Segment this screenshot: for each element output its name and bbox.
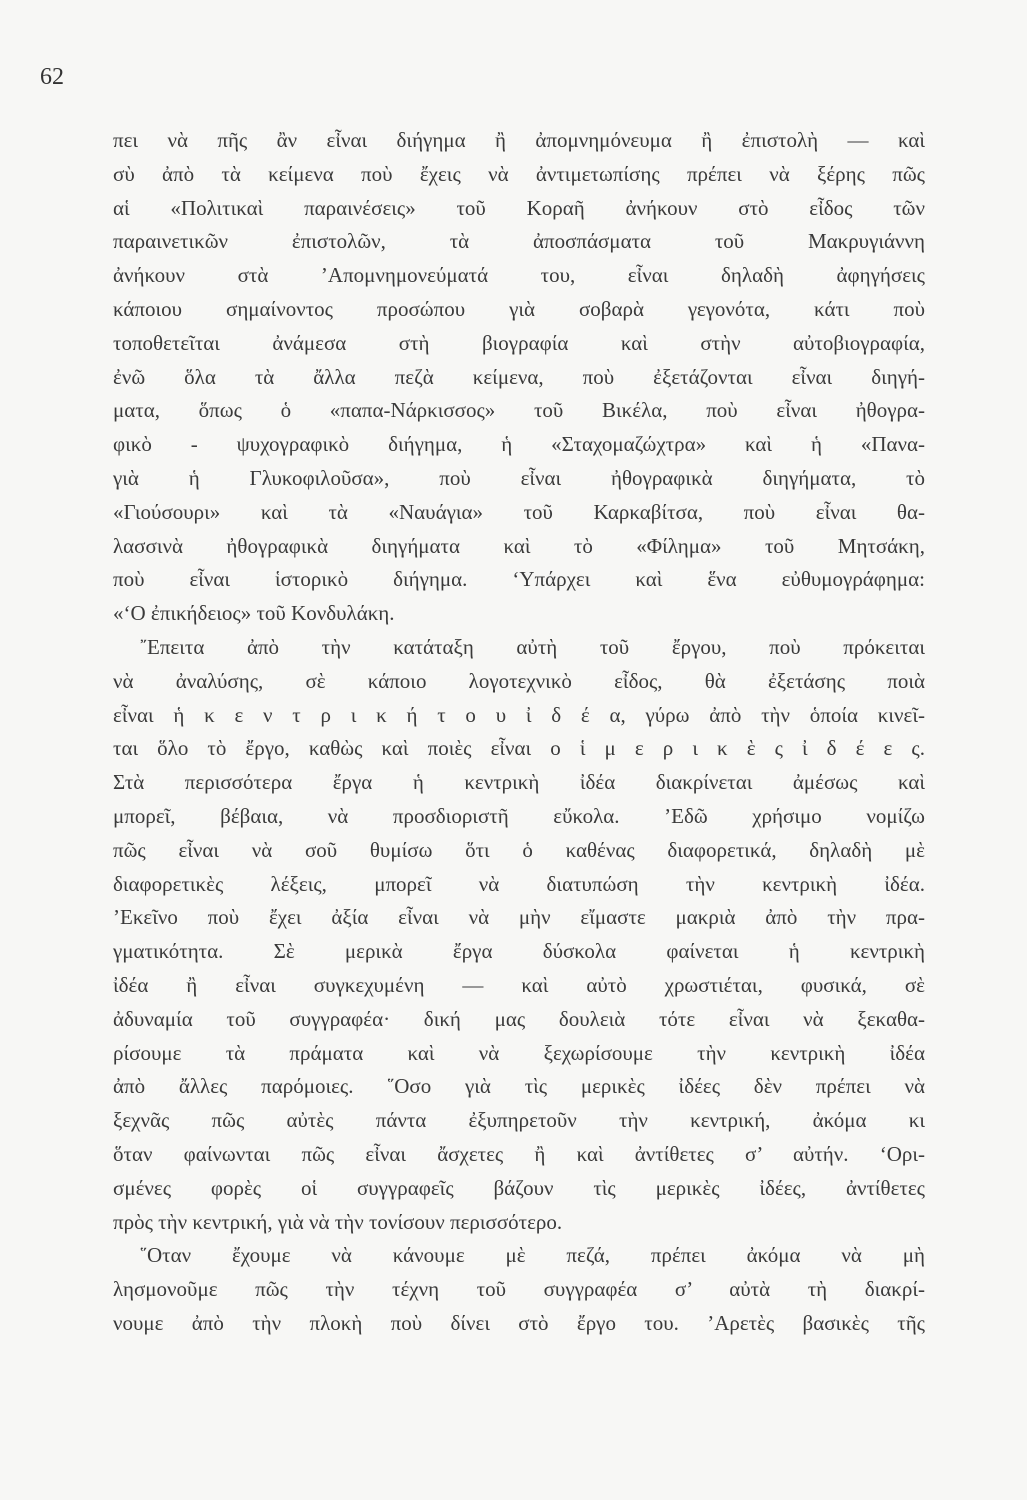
text-line: σὺ ἀπὸ τὰ κείμενα ποὺ ἔχεις νὰ ἀντιμετωπίσης πρέπει νὰ ξέρης πῶς [113,161,925,186]
text-line: ἀδυναμία τοῦ συγγραφέα· δική μας δουλειὰ τότε εἶναι νὰ ξεκαθα- [113,1006,925,1031]
text-line: ὅταν φαίνωνται πῶς εἶναι ἄσχετες ἢ καὶ ἀντίθετες σ’ αὐτήν. ‘Ορι- [113,1141,925,1166]
text-line: λησμονοῦμε πῶς τὴν τέχνη τοῦ συγγραφέα σ’ αὐτὰ τὴ διακρί- [113,1277,925,1302]
page-number: 62 [40,64,64,90]
text-line: ῎Επειτα ἀπὸ τὴν κατάταξη αὐτὴ τοῦ ἔργου, ποὺ πρόκειται [140,634,925,659]
text-line: διαφορετικὲς λέξεις, μπορεῖ νὰ διατυπώση τὴν κεντρικὴ ἰδέα. [113,871,925,896]
text-line: ἰδέα ἢ εἶναι συγκεχυμένη — καὶ αὐτὸ χρωστιέται, φυσικά, σὲ [113,972,925,997]
text-line: ’Εκεῖνο ποὺ ἔχει ἀξία εἶναι νὰ μὴν εἴμαστε μακριὰ ἀπὸ τὴν πρα- [113,905,925,930]
text-line: παραινετικῶν ἐπιστολῶν, τὰ ἀποσπάσματα τοῦ Μακρυγιάννη [113,229,925,254]
text-line: ἀνήκουν στὰ ’Απομνημονεύματά του, εἶναι δηλαδὴ ἀφηγήσεις [113,263,925,288]
text-line: αἱ «Πολιτικαὶ παραινέσεις» τοῦ Κοραῆ ἀνήκουν στὸ εἶδος τῶν [113,195,925,220]
text-line: Στὰ περισσότερα ἔργα ἡ κεντρικὴ ἰδέα διακρίνεται ἀμέσως καὶ [113,770,925,795]
text-line: ἐνῶ ὅλα τὰ ἄλλα πεζὰ κείμενα, ποὺ ἐξετάζονται εἶναι διηγή- [113,364,925,389]
text-line: μπορεῖ, βέβαια, νὰ προσδιοριστῆ εὔκολα. ’Εδῶ χρήσιμο νομίζω [113,803,925,828]
text-line: εἶναι ἡ κ ε ν τ ρ ι κ ή τ ο υ ἰ δ έ α, γύρω ἀπὸ τὴν ὁποία κινεῖ- [113,702,925,727]
text-line: «‘Ο ἐπικήδειος» τοῦ Κονδυλάκη. [113,601,395,626]
text-line: πρὸς τὴν κεντρική, γιὰ νὰ τὴν τονίσουν περισσότερο. [113,1209,563,1234]
text-line: ἀπὸ ἄλλες παρόμοιες. ῞Οσο γιὰ τὶς μερικὲς ἰδέες δὲν πρέπει νὰ [113,1074,925,1099]
text-line: γιὰ ἡ Γλυκοφιλοῦσα», ποὺ εἶναι ἠθογραφικὰ διηγήματα, τὸ [113,465,925,490]
text-line: ρίσουμε τὰ πράματα καὶ νὰ ξεχωρίσουμε τὴν κεντρικὴ ἰδέα [113,1040,925,1065]
text-line: σμένες φορὲς οἱ συγγραφεῖς βάζουν τὶς μερικὲς ἰδέες, ἀντίθετες [113,1175,925,1200]
text-line: «Γιούσουρι» καὶ τὰ «Ναυάγια» τοῦ Καρκαβίτσα, ποὺ εἶναι θα- [113,499,925,524]
text-line: φικὸ - ψυχογραφικὸ διήγημα, ἡ «Σταχομαζώχτρα» καὶ ἡ «Πανα- [113,432,925,457]
text-line: πῶς εἶναι νὰ σοῦ θυμίσω ὅτι ὁ καθένας διαφορετικά, δηλαδὴ μὲ [113,837,925,862]
text-line: νὰ ἀναλύσης, σὲ κάποιο λογοτεχνικὸ εἶδος, θὰ ἐξετάσης ποιὰ [113,668,925,693]
text-line: νουμε ἀπὸ τὴν πλοκὴ ποὺ δίνει στὸ ἔργο του. ’Αρετὲς βασικὲς τῆς [113,1310,925,1335]
text-line: τοποθετεῖται ἀνάμεσα στὴ βιογραφία καὶ στὴν αὐτοβιογραφία, [113,330,925,355]
text-line: κάποιου σημαίνοντος προσώπου γιὰ σοβαρὰ γεγονότα, κάτι ποὺ [113,296,925,321]
text-line: γματικότητα. Σὲ μερικὰ ἔργα δύσκολα φαίνεται ἡ κεντρικὴ [113,939,925,964]
text-line: λασσινὰ ἠθογραφικὰ διηγήματα καὶ τὸ «Φίλημα» τοῦ Μητσάκη, [113,533,925,558]
text-line: πει νὰ πῆς ἂν εἶναι διήγημα ἢ ἀπομνημόνευμα ἢ ἐπιστολὴ — καὶ [113,128,925,152]
text-line: ται ὅλο τὸ ἔργο, καθὼς καὶ ποιὲς εἶναι ο ἱ μ ε ρ ι κ ὲ ς ἰ δ έ ε ς. [113,736,925,761]
text-line: ξεχνᾶς πῶς αὐτὲς πάντα ἐξυπηρετοῦν τὴν κεντρική, ἀκόμα κι [113,1108,925,1133]
text-line: ποὺ εἶναι ἱστορικὸ διήγημα. ‘Υπάρχει καὶ ἕνα εὐθυμογράφημα: [113,567,925,592]
text-line: ματα, ὅπως ὁ «παπα-Νάρκισσος» τοῦ Βικέλα, ποὺ εἶναι ἠθογρα- [113,398,925,423]
text-line: ῞Οταν ἔχουμε νὰ κάνουμε μὲ πεζά, πρέπει ἀκόμα νὰ μὴ [140,1243,925,1268]
body-text [113,124,925,1341]
